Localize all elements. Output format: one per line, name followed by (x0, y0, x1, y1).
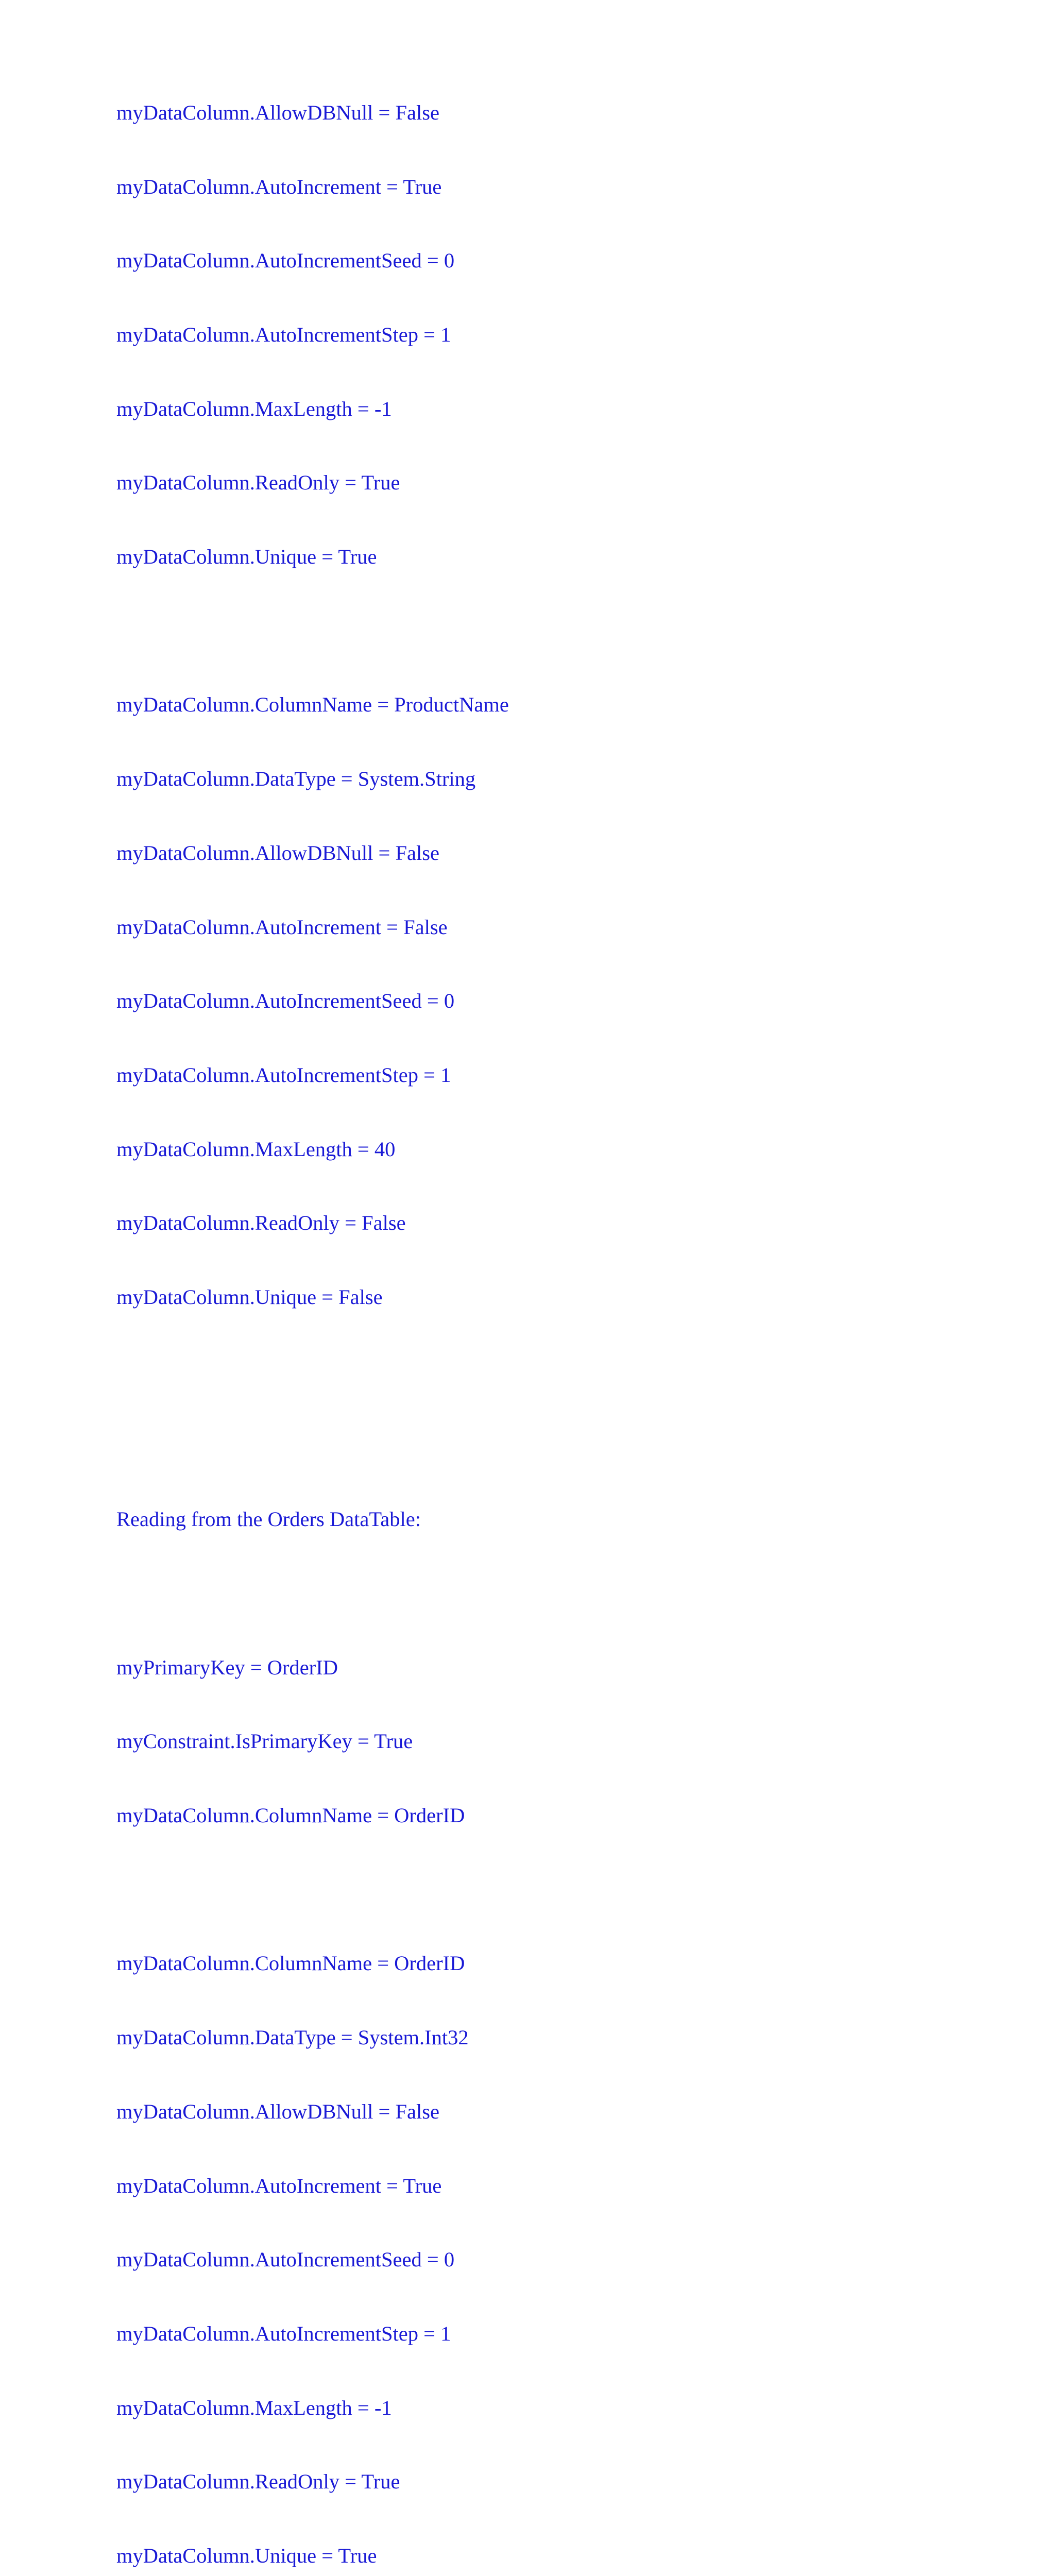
text-line: myDataColumn.ReadOnly = True (116, 2470, 400, 2494)
blank-line (116, 1359, 509, 1384)
text-line: myDataColumn.MaxLength = -1 (116, 2396, 392, 2419)
section-heading-orders: Reading from the Orders DataTable: (116, 1507, 421, 1531)
text-line: myDataColumn.ReadOnly = True (116, 471, 400, 495)
text-line: myDataColumn.AutoIncrementStep = 1 (116, 2321, 451, 2345)
text-line: myDataColumn.AllowDBNull = False (116, 2099, 439, 2123)
text-line: myDataColumn.AutoIncrementStep = 1 (116, 1063, 451, 1087)
text-line: myConstraint.IsPrimaryKey = True (116, 1730, 413, 1753)
blank-line (116, 1433, 509, 1458)
text-line: myDataColumn.AutoIncrementSeed = 0 (116, 249, 455, 273)
blank-line (116, 1581, 509, 1606)
text-line: myDataColumn.MaxLength = -1 (116, 397, 392, 420)
text-line: myDataColumn.AutoIncrement = False (116, 915, 448, 939)
text-line: myDataColumn.ReadOnly = False (116, 1211, 406, 1235)
text-line: myDataColumn.AutoIncrement = True (116, 175, 442, 198)
text-line: myDataColumn.DataType = System.Int32 (116, 2026, 469, 2049)
text-line: myDataColumn.AutoIncrementStep = 1 (116, 323, 451, 346)
document-body (116, 51, 509, 2576)
text-line: myDataColumn.ColumnName = ProductName (116, 693, 509, 717)
blank-line (116, 619, 509, 643)
text-line: myDataColumn.Unique = False (116, 1285, 383, 1309)
text-line: myDataColumn.ColumnName = OrderID (116, 1803, 465, 1827)
text-line: myDataColumn.DataType = System.String (116, 767, 476, 791)
text-line: myDataColumn.AllowDBNull = False (116, 841, 439, 865)
text-line: myDataColumn.AutoIncrementSeed = 0 (116, 2248, 455, 2272)
text-line: myDataColumn.AllowDBNull = False (116, 100, 439, 124)
text-line: myDataColumn.Unique = True (116, 545, 377, 569)
text-line: myDataColumn.AutoIncrementSeed = 0 (116, 989, 455, 1013)
text-line: myDataColumn.ColumnName = OrderID (116, 1952, 465, 1975)
text-line: myDataColumn.Unique = True (116, 2544, 377, 2568)
text-line: myDataColumn.MaxLength = 40 (116, 1137, 396, 1161)
text-line: myDataColumn.AutoIncrement = True (116, 2174, 442, 2197)
blank-line (116, 1877, 509, 1902)
text-line: myPrimaryKey = OrderID (116, 1655, 338, 1679)
